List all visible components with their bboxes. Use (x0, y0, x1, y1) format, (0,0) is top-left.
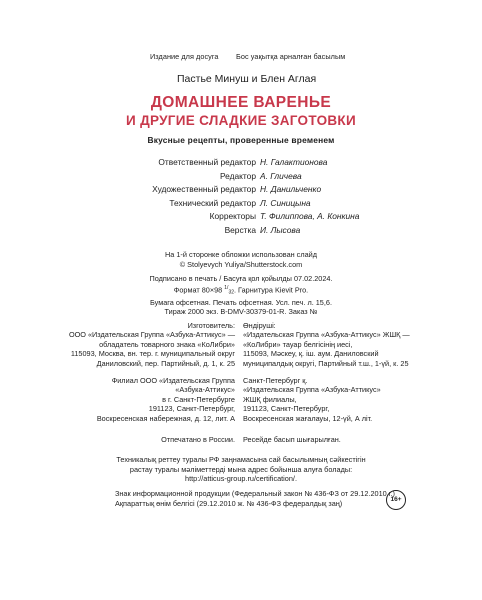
credit-name: И. Лысова (260, 225, 301, 235)
age-rating-badge: 16+ (386, 490, 406, 510)
format-line: Формат 80×98 $^{1/}_{32}$. Гарнитура Kievit Pro. (173, 284, 309, 296)
authors: Пастье Минуш и Блен Аглая (177, 73, 317, 85)
credit-row (0, 225, 482, 237)
credit-role: Редактор (219, 171, 256, 181)
certification-link[interactable]: http://atticus-group.ru/certification/. (185, 474, 297, 484)
credit-row (0, 157, 482, 169)
print-info-line: Подписано в печать / Басуға қол қойылды 07.02.2024. (149, 274, 333, 283)
cover-note (0, 250, 482, 269)
printed-in-kz: Ресейде басып шығарылған. (243, 435, 341, 444)
credit-name: Л. Синицына (260, 198, 311, 208)
credit-role: Корректоры (209, 211, 256, 221)
book-subtitle: Вкусные рецепты, проверенные временем (147, 135, 335, 145)
credit-name: Н. Галактионова (260, 157, 328, 167)
credit-name: Н. Данильченко (260, 184, 322, 194)
credit-role: Верстка (224, 225, 256, 235)
series-label-ru: Издание для досуга (150, 52, 219, 61)
branch-kz: Санкт-Петербург қ. «Издательская Группа «Азбука-Аттикус» ЖШҚ филиалы, 191123, Санкт-Петербург, Воскресенская жағалауы, 12-үй, А літ. (243, 376, 381, 423)
credit-role: Художественный редактор (152, 184, 256, 194)
cover-note-line: © Stolyevych Yuliya/Shutterstock.com (179, 259, 303, 269)
book-title-line2: И ДРУГИЕ СЛАДКИЕ ЗАГОТОВКИ (126, 113, 356, 128)
credit-row (0, 198, 482, 210)
series-label-kz: Бос уақытқа арналған басылым (236, 52, 346, 61)
print-info-line: Тираж 2000 экз. В-DMV-30379-01-R. Заказ № (164, 307, 318, 317)
manufacturer-ru: Изготовитель: ООО «Издательская Группа «Азбука-Аттикус» — обладатель товарного знака «КоЛибри» 115093, Москва, вн. тер. г. муниципальный округ Даниловский, пер. Партийный, д. 1, к. 25 (68, 321, 235, 368)
credit-row (0, 171, 482, 183)
credit-name: Т. Филиппова, А. Конкина (260, 211, 360, 221)
product-sign: Знак информационной продукции (Федеральный закон № 436-ФЗ от 29.12.2010 г.) Ақпараттық өнім белгісі (29.12.2010 ж. № 436-ФЗ федералдық заң) (115, 489, 395, 508)
print-info-line: Бумага офсетная. Печать офсетная. Усл. печ. л. 15,6. (150, 297, 332, 307)
printed-in-ru: Отпечатано в России. (161, 435, 235, 444)
credit-role: Технический редактор (169, 198, 256, 208)
cover-note-line: На 1-й сторонке обложки использован слайд (165, 250, 317, 259)
manufacturer-kz: Өндіруші: «Издательская Группа «Азбука-Аттикус» ЖШҚ — «КоЛибри» тауар белгісінің иесі, 115093, Мәскеу, қ. іш. аум. Даниловский муниципалдық округі, Партийный т.ш., 1-үй, к. 25 (243, 321, 410, 368)
credit-row (0, 211, 482, 223)
regulation-note: Техникалық реттеу туралы РФ заңнамасына сай басылымның сәйкестігін растау туралы мәліметтерді мына адрес бойынша алуға болады: http://atticus-group.ru/certification/. (0, 455, 482, 484)
credit-row (0, 184, 482, 196)
credit-role: Ответственный редактор (158, 157, 256, 167)
book-title-line1: ДОМАШНЕЕ ВАРЕНЬЕ (150, 94, 332, 111)
branch-ru: Филиал ООО «Издательская Группа «Азбука-Аттикус» в г. Санкт-Петербурге 191123, Санкт-Петербург, Воскресенская набережная, д. 12, лит. А (96, 376, 235, 423)
credit-name: А. Гличева (260, 171, 302, 181)
print-info (0, 274, 482, 317)
